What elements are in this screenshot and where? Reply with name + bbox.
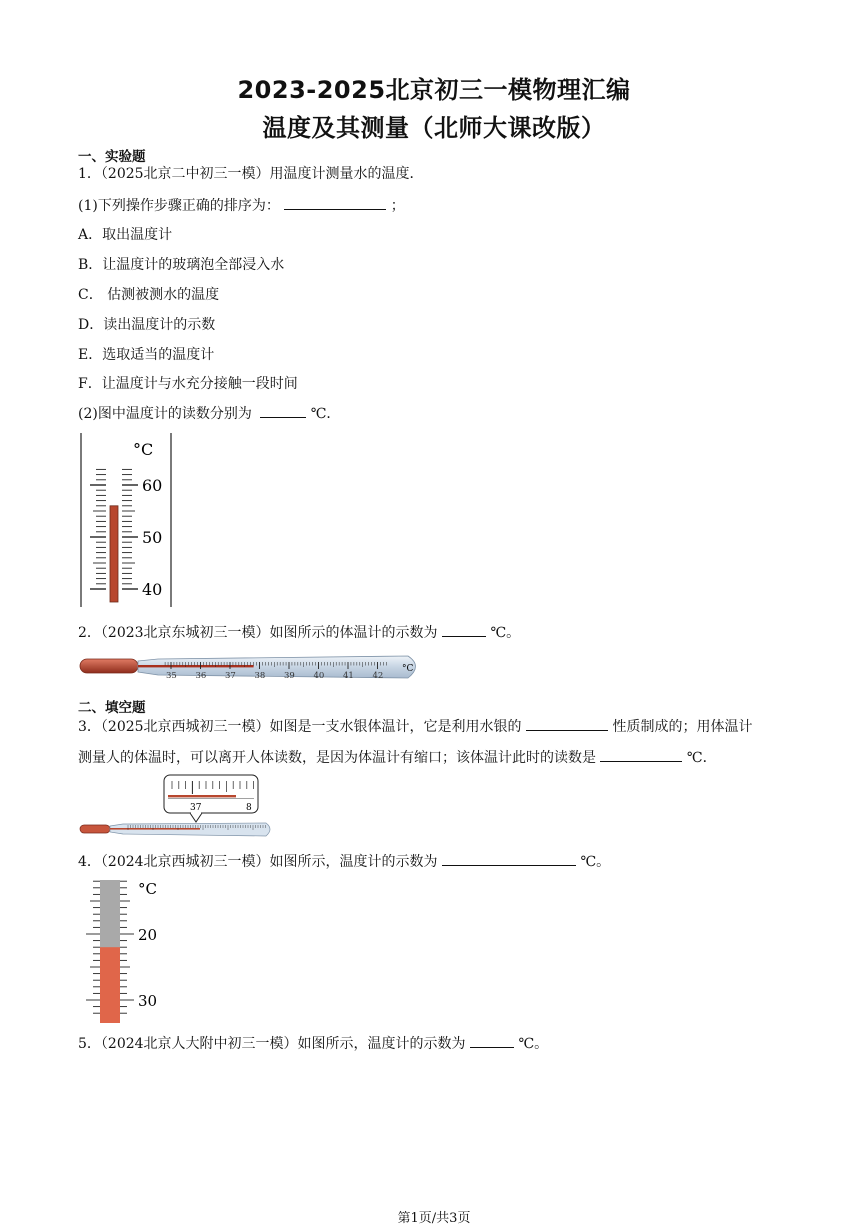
q1-option-d: D．读出温度计的示数 bbox=[78, 317, 216, 333]
q1-part2-unit: ℃． bbox=[310, 406, 341, 422]
q4-text: 4．（2024北京西城初三一模）如图所示，温度计的示数为 bbox=[78, 854, 438, 870]
q2-text-line bbox=[78, 622, 520, 642]
q2-scale-label-38: 38 bbox=[254, 671, 266, 681]
page-subtitle: 温度及其测量（北师大课改版） bbox=[262, 114, 606, 142]
q1-part2-text: (2)图中温度计的读数分别为 bbox=[78, 406, 252, 422]
q2-scale-label-42: 42 bbox=[372, 671, 384, 681]
q2-bulb bbox=[80, 659, 138, 673]
q5-answer-blank[interactable] bbox=[470, 1033, 514, 1048]
q1-answer-blank-2[interactable] bbox=[260, 403, 306, 418]
q3-answer-blank-2[interactable] bbox=[600, 747, 682, 762]
q1-part1 bbox=[78, 195, 405, 215]
q1-option-e: E．选取适当的温度计 bbox=[78, 347, 215, 363]
q4-text-line bbox=[78, 851, 610, 871]
q2-answer-blank[interactable] bbox=[442, 622, 486, 637]
q4-label-30: 30 bbox=[138, 992, 158, 1010]
q3-zoom-label-37: 37 bbox=[190, 803, 202, 813]
q3-clinical-thermometer-figure bbox=[78, 772, 278, 840]
q4-thermometer-figure bbox=[78, 876, 188, 1026]
q4-label-20: 20 bbox=[138, 926, 158, 944]
q3-line1 bbox=[78, 716, 752, 736]
q1-label-40: 40 bbox=[142, 580, 163, 599]
q2-scale-label-37: 37 bbox=[225, 671, 236, 681]
q2-scale-label-41: 41 bbox=[343, 671, 354, 681]
q5-text: 5．（2024北京人大附中初三一模）如图所示，温度计的示数为 bbox=[78, 1036, 466, 1052]
q3-answer-blank-1[interactable] bbox=[526, 716, 608, 731]
q4-answer-blank[interactable] bbox=[442, 851, 576, 866]
q3-zoom-box bbox=[164, 775, 258, 813]
q4-liquid-column bbox=[100, 947, 120, 1023]
q4-unit-label: °C bbox=[138, 880, 157, 898]
q3-zoom-pointer bbox=[190, 813, 202, 822]
q1-option-a: A．取出温度计 bbox=[78, 227, 173, 243]
q2-unit-label: °C bbox=[402, 664, 414, 674]
q3-line2-text-a: 测量人的体温时，可以离开人体读数，是因为体温计有缩口；该体温计此时的读数是 bbox=[78, 750, 596, 766]
q2-scale-label-36: 36 bbox=[195, 671, 207, 681]
q1-stem: 1．（2025北京二中初三一模）用温度计测量水的温度． bbox=[78, 166, 424, 182]
page-title: 2023-2025北京初三一模物理汇编 bbox=[237, 76, 631, 104]
q1-thermometer-figure bbox=[78, 430, 178, 610]
q1-option-b: B．让温度计的玻璃泡全部浸入水 bbox=[78, 257, 285, 273]
q1-option-c: C． 估测被测水的温度 bbox=[78, 287, 220, 303]
q3-zoom-mercury bbox=[168, 795, 236, 797]
q3-line1-text-b: 性质制成的；用体温计 bbox=[612, 719, 753, 735]
q1-liquid-column bbox=[110, 506, 118, 602]
q2-text: 2．（2023北京东城初三一模）如图所示的体温计的示数为 bbox=[78, 625, 438, 641]
q1-part1-text: (1)下列操作步骤正确的排序为： bbox=[78, 198, 280, 214]
q1-unit-label: °C bbox=[133, 440, 154, 459]
q3-line2 bbox=[78, 747, 717, 767]
q1-label-60: 60 bbox=[142, 476, 163, 495]
q1-answer-blank-1[interactable] bbox=[284, 195, 386, 210]
q2-scale-label-35: 35 bbox=[166, 671, 177, 681]
q3-mercury-column bbox=[110, 828, 200, 830]
q4-unit: ℃。 bbox=[580, 854, 611, 870]
q1-label-50: 50 bbox=[142, 528, 163, 547]
page-footer: 第1页/共3页 bbox=[397, 1211, 471, 1226]
q2-unit: ℃。 bbox=[490, 625, 521, 641]
q2-clinical-thermometer bbox=[78, 650, 428, 684]
q3-zoom-label-8: 8 bbox=[246, 803, 252, 813]
q2-scale-label-39: 39 bbox=[284, 671, 295, 681]
q3-line2-text-b: ℃． bbox=[686, 750, 717, 766]
q5-unit: ℃。 bbox=[518, 1036, 549, 1052]
q3-bulb bbox=[80, 825, 110, 833]
q1-option-f: F．让温度计与水充分接触一段时间 bbox=[78, 376, 298, 392]
q1-part1-end: ； bbox=[390, 198, 405, 214]
q1-part2 bbox=[78, 403, 340, 423]
section-heading-experiment: 一、实验题 bbox=[78, 149, 146, 165]
q2-scale-label-40: 40 bbox=[313, 671, 325, 681]
q2-mercury-column bbox=[138, 665, 254, 667]
section-heading-fill-blank: 二、填空题 bbox=[78, 700, 146, 716]
q3-line1-text-a: 3．（2025北京西城初三一模）如图是一支水银体温计，它是利用水银的 bbox=[78, 719, 522, 735]
q5-text-line bbox=[78, 1033, 548, 1053]
